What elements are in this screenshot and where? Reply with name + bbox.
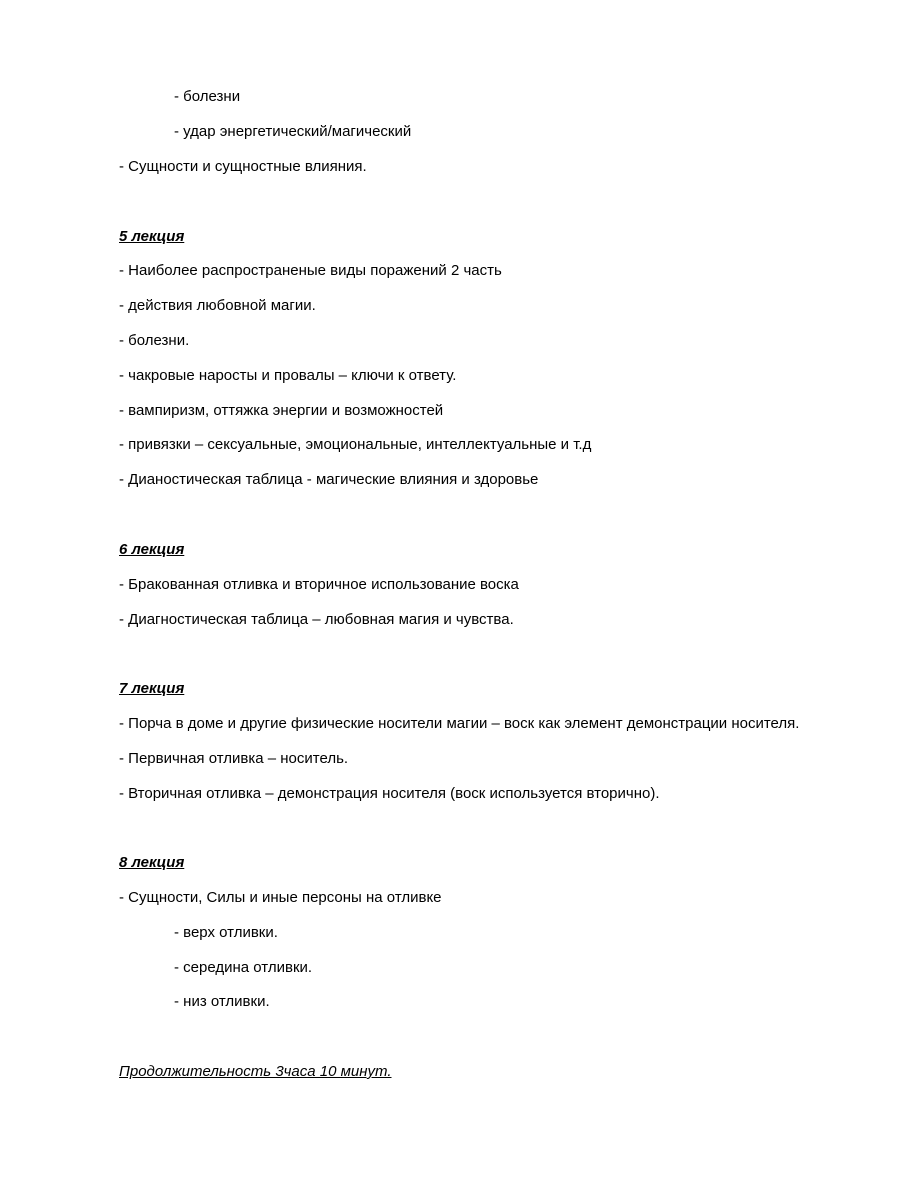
lecture-5-item: - болезни. (119, 332, 190, 349)
lecture-8-item: - Сущности, Силы и иные персоны на отливке (119, 889, 442, 906)
lecture-5-item: - Дианостическая таблица - магические влияния и здоровье (119, 471, 539, 488)
lecture-5-item: - вампиризм, оттяжка энергии и возможностей (119, 402, 444, 419)
lecture-5-item: - Наиболее распространеные виды поражений 2 часть (119, 262, 502, 279)
intro-subitem: - болезни (174, 88, 241, 105)
lecture-6-item: - Бракованная отливка и вторичное использование воска (119, 576, 519, 593)
intro-subitem: - удар энергетический/магический (174, 123, 412, 140)
lecture-5-item: - чакровые наросты и провалы – ключи к ответу. (119, 367, 457, 384)
lecture-8-subitem: - середина отливки. (174, 959, 313, 976)
intro-item: - Сущности и сущностные влияния. (119, 158, 367, 175)
lecture-6-heading: 6 лекция (119, 541, 185, 558)
lecture-5-heading: 5 лекция (119, 228, 185, 245)
lecture-8-subitem: - верх отливки. (174, 924, 278, 941)
lecture-8-heading: 8 лекция (119, 854, 185, 871)
lecture-7-item: - Первичная отливка – носитель. (119, 750, 349, 767)
lecture-7-item: - Порча в доме и другие физические носители магии – воск как элемент демонстрации носителя. (119, 715, 800, 732)
lecture-7-heading: 7 лекция (119, 680, 185, 697)
lecture-8-subitem: - низ отливки. (174, 993, 270, 1010)
duration-note: Продолжительность 3часа 10 минут. (119, 1063, 392, 1080)
lecture-5-item: - действия любовной магии. (119, 297, 316, 314)
lecture-5-item: - привязки – сексуальные, эмоциональные, интеллектуальные и т.д (119, 436, 592, 453)
lecture-6-item: - Диагностическая таблица – любовная магия и чувства. (119, 611, 514, 628)
lecture-7-item: - Вторичная отливка – демонстрация носителя (воск используется вторично). (119, 785, 660, 802)
